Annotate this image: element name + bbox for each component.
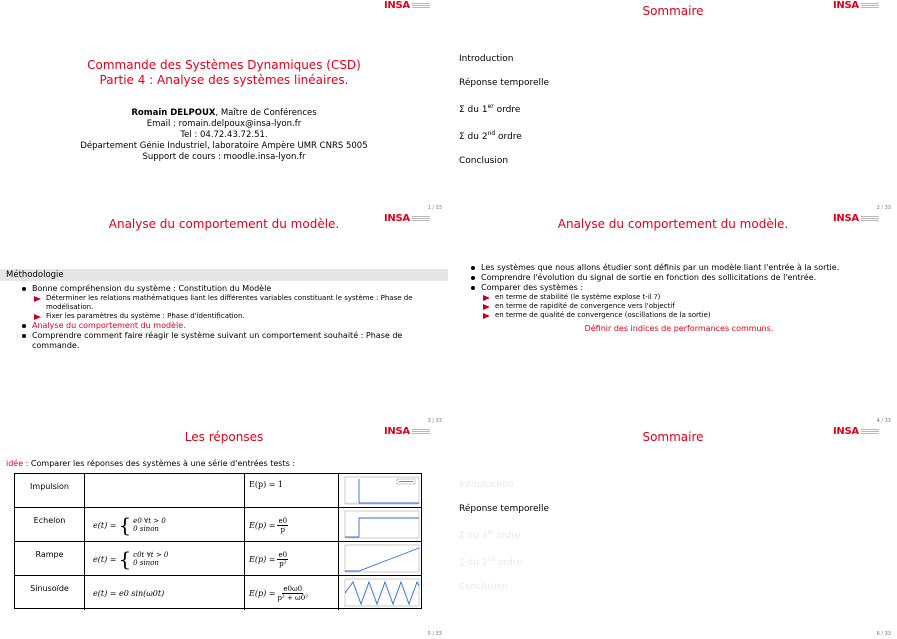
slide-2[interactable] (449, 0, 897, 213)
response-plot (339, 508, 423, 542)
slide-4[interactable] (449, 213, 897, 426)
table-of-contents (459, 473, 549, 599)
author-role: , Maître de Conférences (215, 108, 317, 118)
slide-3[interactable] (0, 213, 448, 426)
bullet-list (469, 263, 889, 334)
time-expression: e(t) = e0 sin(ω0t) (85, 576, 245, 610)
page-number: 4 / 33 (876, 418, 891, 424)
author-department: Département Génie Industriel, laboratoire Ampère UMR CNRS 5005 (80, 141, 368, 151)
idea-line (6, 459, 295, 468)
page-number: 5 / 33 (427, 631, 442, 637)
sub-item: en terme de qualité de convergence (oscillations de la sortie) (469, 311, 889, 320)
input-name: Impulsion (15, 474, 85, 508)
toc-item[interactable]: Σ du 1er ordre (459, 103, 521, 115)
list-item: Analyse du comportement du modèle. (20, 321, 440, 331)
sub-item: Déterminer les relations mathématiques liant les différentes variables constituant le système : Phase de modélisation. (20, 294, 440, 312)
table-row (15, 508, 421, 542)
table-row (15, 576, 421, 610)
list-item: Bonne compréhension du système : Constitution du Modèle (20, 284, 440, 294)
impulse-plot (341, 476, 421, 506)
time-expression: e(t) = { e0 ∀t > 0 0 sinon (85, 508, 245, 542)
toc-item[interactable]: Introduction (459, 54, 514, 64)
frame-title: Analyse du comportement du modèle. (108, 217, 340, 231)
toc-item[interactable]: Introduction (459, 480, 514, 490)
toc-item[interactable]: Σ du 2nd ordre (459, 130, 522, 142)
sub-item: Fixer les paramètres du système : Phase d'identification. (20, 312, 440, 321)
page-number: 1 / 33 (427, 205, 442, 211)
response-plot (339, 576, 423, 610)
time-expression (85, 474, 245, 508)
frame-title: Analyse du comportement du modèle. (557, 217, 789, 231)
toc-item[interactable]: Réponse temporelle (459, 78, 550, 88)
frame-title: Sommaire (642, 430, 704, 444)
response-plot (339, 474, 423, 508)
toc-item-current[interactable]: Réponse temporelle (459, 504, 550, 514)
toc-item[interactable]: Conclusion (459, 156, 509, 166)
insa-logo: INSA (384, 213, 444, 224)
author-email: Email : romain.delpoux@insa-lyon.fr (146, 119, 302, 129)
sub-item: en terme de stabilité (le système explose t-il ?) (469, 293, 889, 302)
insa-logo: INSA (384, 0, 444, 11)
input-name: Sinusoïde (15, 576, 85, 610)
laplace-expression: E(p) = $\frac{e0}{\text{p²}}$ (245, 542, 339, 576)
idea-label: idée : (6, 459, 29, 468)
course-support: Support de cours : moodle.insa-lyon.fr (142, 152, 306, 162)
title-block (0, 58, 448, 88)
insa-logo: INSA (384, 426, 444, 437)
frame-title: Les réponses (184, 430, 264, 444)
sine-plot (341, 578, 421, 608)
conclusion-text: Définir des indices de performances communs. (584, 324, 774, 333)
bullet-list (20, 284, 440, 351)
page-number: 2 / 33 (876, 205, 891, 211)
laplace-expression: E(p) = 1 (245, 474, 339, 508)
insa-logo: INSA (833, 426, 893, 437)
page-number: 3 / 33 (427, 418, 442, 424)
sub-item: en terme de rapidité de convergence vers l'objectif (469, 302, 889, 311)
page-number: 6 / 33 (876, 631, 891, 637)
part-title: Partie 4 : Analyse des systèmes linéaires. (99, 73, 349, 87)
slide-1[interactable] (0, 0, 448, 213)
table-of-contents (459, 47, 549, 173)
idea-text: Comparer les réponses des systèmes à une série d'entrées tests : (28, 459, 296, 468)
laplace-expression: E(p) = $\frac{e0\omega 0}{\text{p² + ω0²}}$ (245, 576, 339, 610)
table-row (15, 474, 421, 508)
input-name: Echelon (15, 508, 85, 542)
insa-logo: INSA (833, 0, 893, 11)
response-plot (339, 542, 423, 576)
author-name: Romain DELPOUX (131, 108, 216, 118)
list-item: Comparer des systèmes : (469, 283, 889, 293)
list-item: Comprendre l'évolution du signal de sortie en fonction des sollicitations de l'entrée. (469, 273, 889, 283)
input-name: Rampe (15, 542, 85, 576)
toc-item[interactable]: Σ du 1er ordre (459, 529, 521, 541)
toc-item[interactable]: Σ du 2nd ordre (459, 556, 522, 568)
table-row (15, 542, 421, 576)
slide-6[interactable] (449, 426, 897, 639)
insa-logo: INSA (833, 213, 893, 224)
frame-title: Sommaire (642, 4, 704, 18)
list-item: Les systèmes que nous allons étudier sont définis par un modèle liant l'entrée à la sortie. (469, 263, 889, 273)
time-expression: e(t) = { c0t ∀t > 0 0 sinon (85, 542, 245, 576)
list-item: Comprendre comment faire réagir le système suivant un comportement souhaité : Phase de commande. (20, 331, 440, 351)
block-title: Méthodologie (0, 269, 448, 281)
slide-5[interactable] (0, 426, 448, 639)
course-title: Commande des Systèmes Dynamiques (CSD) (87, 58, 361, 72)
ramp-plot (341, 544, 421, 574)
author-tel: Tel : 04.72.43.72.51. (180, 130, 268, 140)
test-inputs-table (14, 473, 422, 609)
step-plot (341, 510, 421, 540)
author-block (0, 108, 448, 163)
toc-item[interactable]: Conclusion (459, 582, 509, 592)
laplace-expression: E(p) = $\frac{e0}{p}$ (245, 508, 339, 542)
